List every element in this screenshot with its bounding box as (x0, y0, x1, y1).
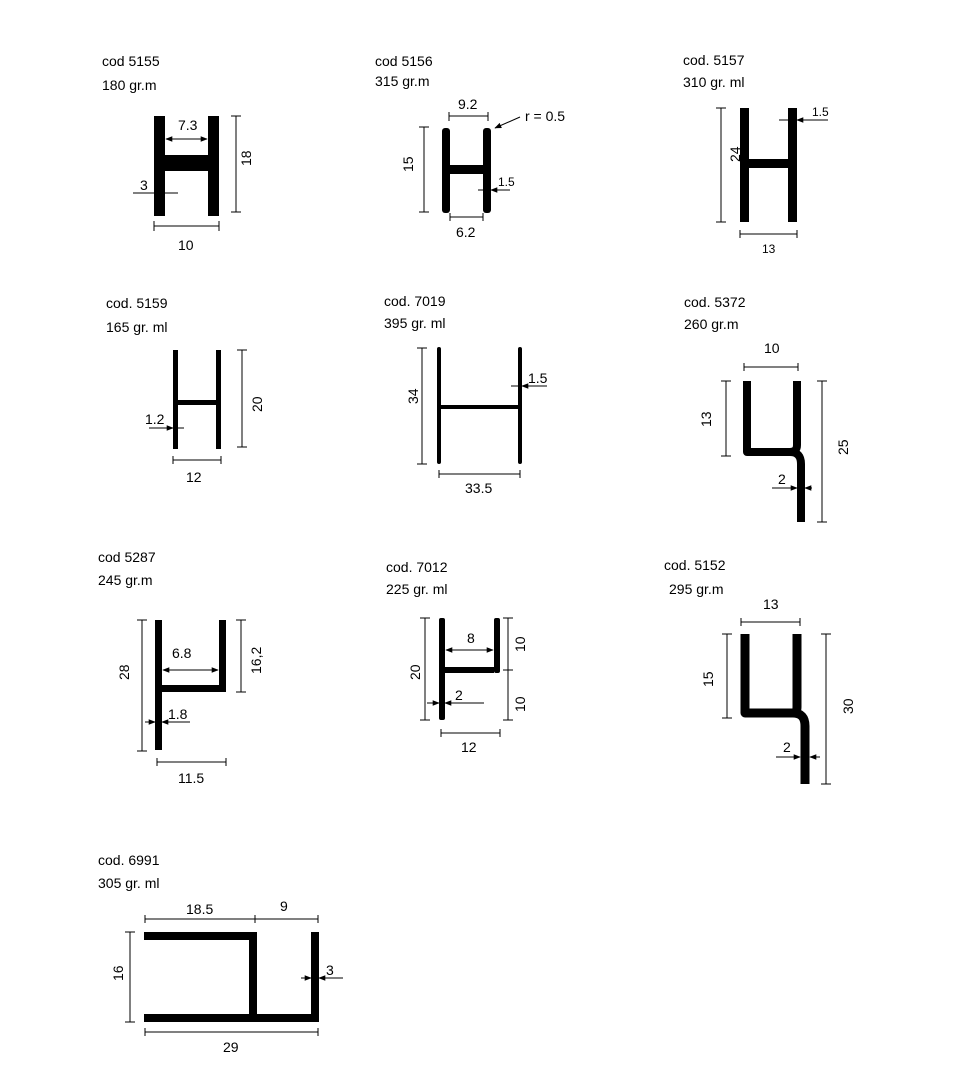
dim-base: 12 (186, 469, 202, 485)
dim-inner-height: 13 (698, 411, 714, 427)
profile-weight: 295 gr.m (669, 581, 724, 597)
dim-thickness: 1.2 (145, 411, 165, 427)
dim-height: 18 (238, 150, 254, 166)
dim-side-height: 16,2 (248, 646, 264, 674)
dim-thickness: 3 (140, 177, 148, 193)
profile-weight: 225 gr. ml (386, 581, 448, 597)
dim-inner-width: 7.3 (178, 117, 198, 133)
profile-code: cod. 5372 (684, 294, 746, 310)
dim-height: 28 (116, 664, 132, 680)
profile-weight: 260 gr.m (684, 316, 739, 332)
dim-lower-height: 10 (512, 696, 528, 712)
profile-weight: 310 gr. ml (683, 74, 745, 90)
dim-top: 10 (764, 340, 780, 356)
h-profile-shape (437, 347, 522, 464)
profile-5372 (684, 294, 851, 522)
dim-height: 20 (249, 396, 265, 412)
h-profile-shape (173, 350, 221, 449)
dim-height: 24 (727, 146, 743, 162)
dim-top: 9.2 (458, 96, 478, 112)
profile-5152 (664, 557, 856, 784)
profile-code: cod. 7012 (386, 559, 448, 575)
dim-base: 29 (223, 1039, 239, 1055)
dim-height: 16 (110, 965, 126, 981)
profile-weight: 165 gr. ml (106, 319, 168, 335)
profile-5157 (683, 52, 829, 256)
h-profile-shape (740, 108, 797, 222)
dim-radius: r = 0.5 (525, 108, 566, 124)
dim-thickness: 1.5 (498, 175, 515, 189)
profile-code: cod 5156 (375, 53, 433, 69)
c-profile-shape (144, 932, 319, 1022)
profile-code: cod. 5157 (683, 52, 745, 68)
dim-height: 20 (407, 664, 423, 680)
dim-height: 15 (400, 156, 416, 172)
dim-base: 11.5 (178, 770, 205, 786)
dim-base: 6.2 (456, 224, 476, 240)
profile-code: cod. 5152 (664, 557, 726, 573)
profile-7012 (386, 559, 528, 755)
profile-code: cod 5155 (102, 53, 160, 69)
dim-thickness: 1.8 (168, 706, 188, 722)
dim-thickness: 2 (455, 687, 463, 703)
dim-left-width: 18.5 (186, 901, 214, 917)
dim-thickness: 2 (778, 471, 786, 487)
dim-thickness: 1.5 (528, 370, 548, 386)
dim-right-width: 9 (280, 898, 288, 914)
dim-thickness: 1.5 (812, 105, 829, 119)
dim-base: 33.5 (465, 480, 493, 496)
dim-inner-width: 8 (467, 630, 475, 646)
dim-base: 12 (461, 739, 477, 755)
profile-weight: 245 gr.m (98, 572, 153, 588)
profile-weight: 180 gr.m (102, 77, 157, 93)
profile-weight: 305 gr. ml (98, 875, 160, 891)
profile-7019 (384, 293, 548, 496)
profile-5287 (98, 549, 264, 786)
dim-thickness: 2 (783, 739, 791, 755)
dim-top: 13 (763, 596, 779, 612)
profile-weight: 315 gr.m (375, 73, 430, 89)
profile-code: cod 5287 (98, 549, 156, 565)
profile-5156 (375, 53, 565, 240)
profile-code: cod. 7019 (384, 293, 446, 309)
dim-inner-width: 6.8 (172, 645, 192, 661)
profile-weight: 395 gr. ml (384, 315, 446, 331)
dim-height: 30 (840, 698, 856, 714)
profile-5155 (102, 53, 254, 253)
dim-base: 13 (762, 242, 776, 256)
profile-6991 (98, 852, 343, 1055)
h-profile-shape (442, 128, 491, 213)
dim-thickness: 3 (326, 962, 334, 978)
dim-height: 34 (405, 388, 421, 404)
profile-code: cod. 5159 (106, 295, 168, 311)
dim-inner-height: 15 (700, 671, 716, 687)
dim-upper-height: 10 (512, 636, 528, 652)
u-profile-shape (745, 634, 805, 784)
u-profile-shape (747, 381, 801, 522)
dim-base: 10 (178, 237, 194, 253)
profile-code: cod. 6991 (98, 852, 160, 868)
l-profile-shape (155, 620, 226, 750)
profile-5159 (106, 295, 265, 485)
dim-height: 25 (835, 439, 851, 455)
